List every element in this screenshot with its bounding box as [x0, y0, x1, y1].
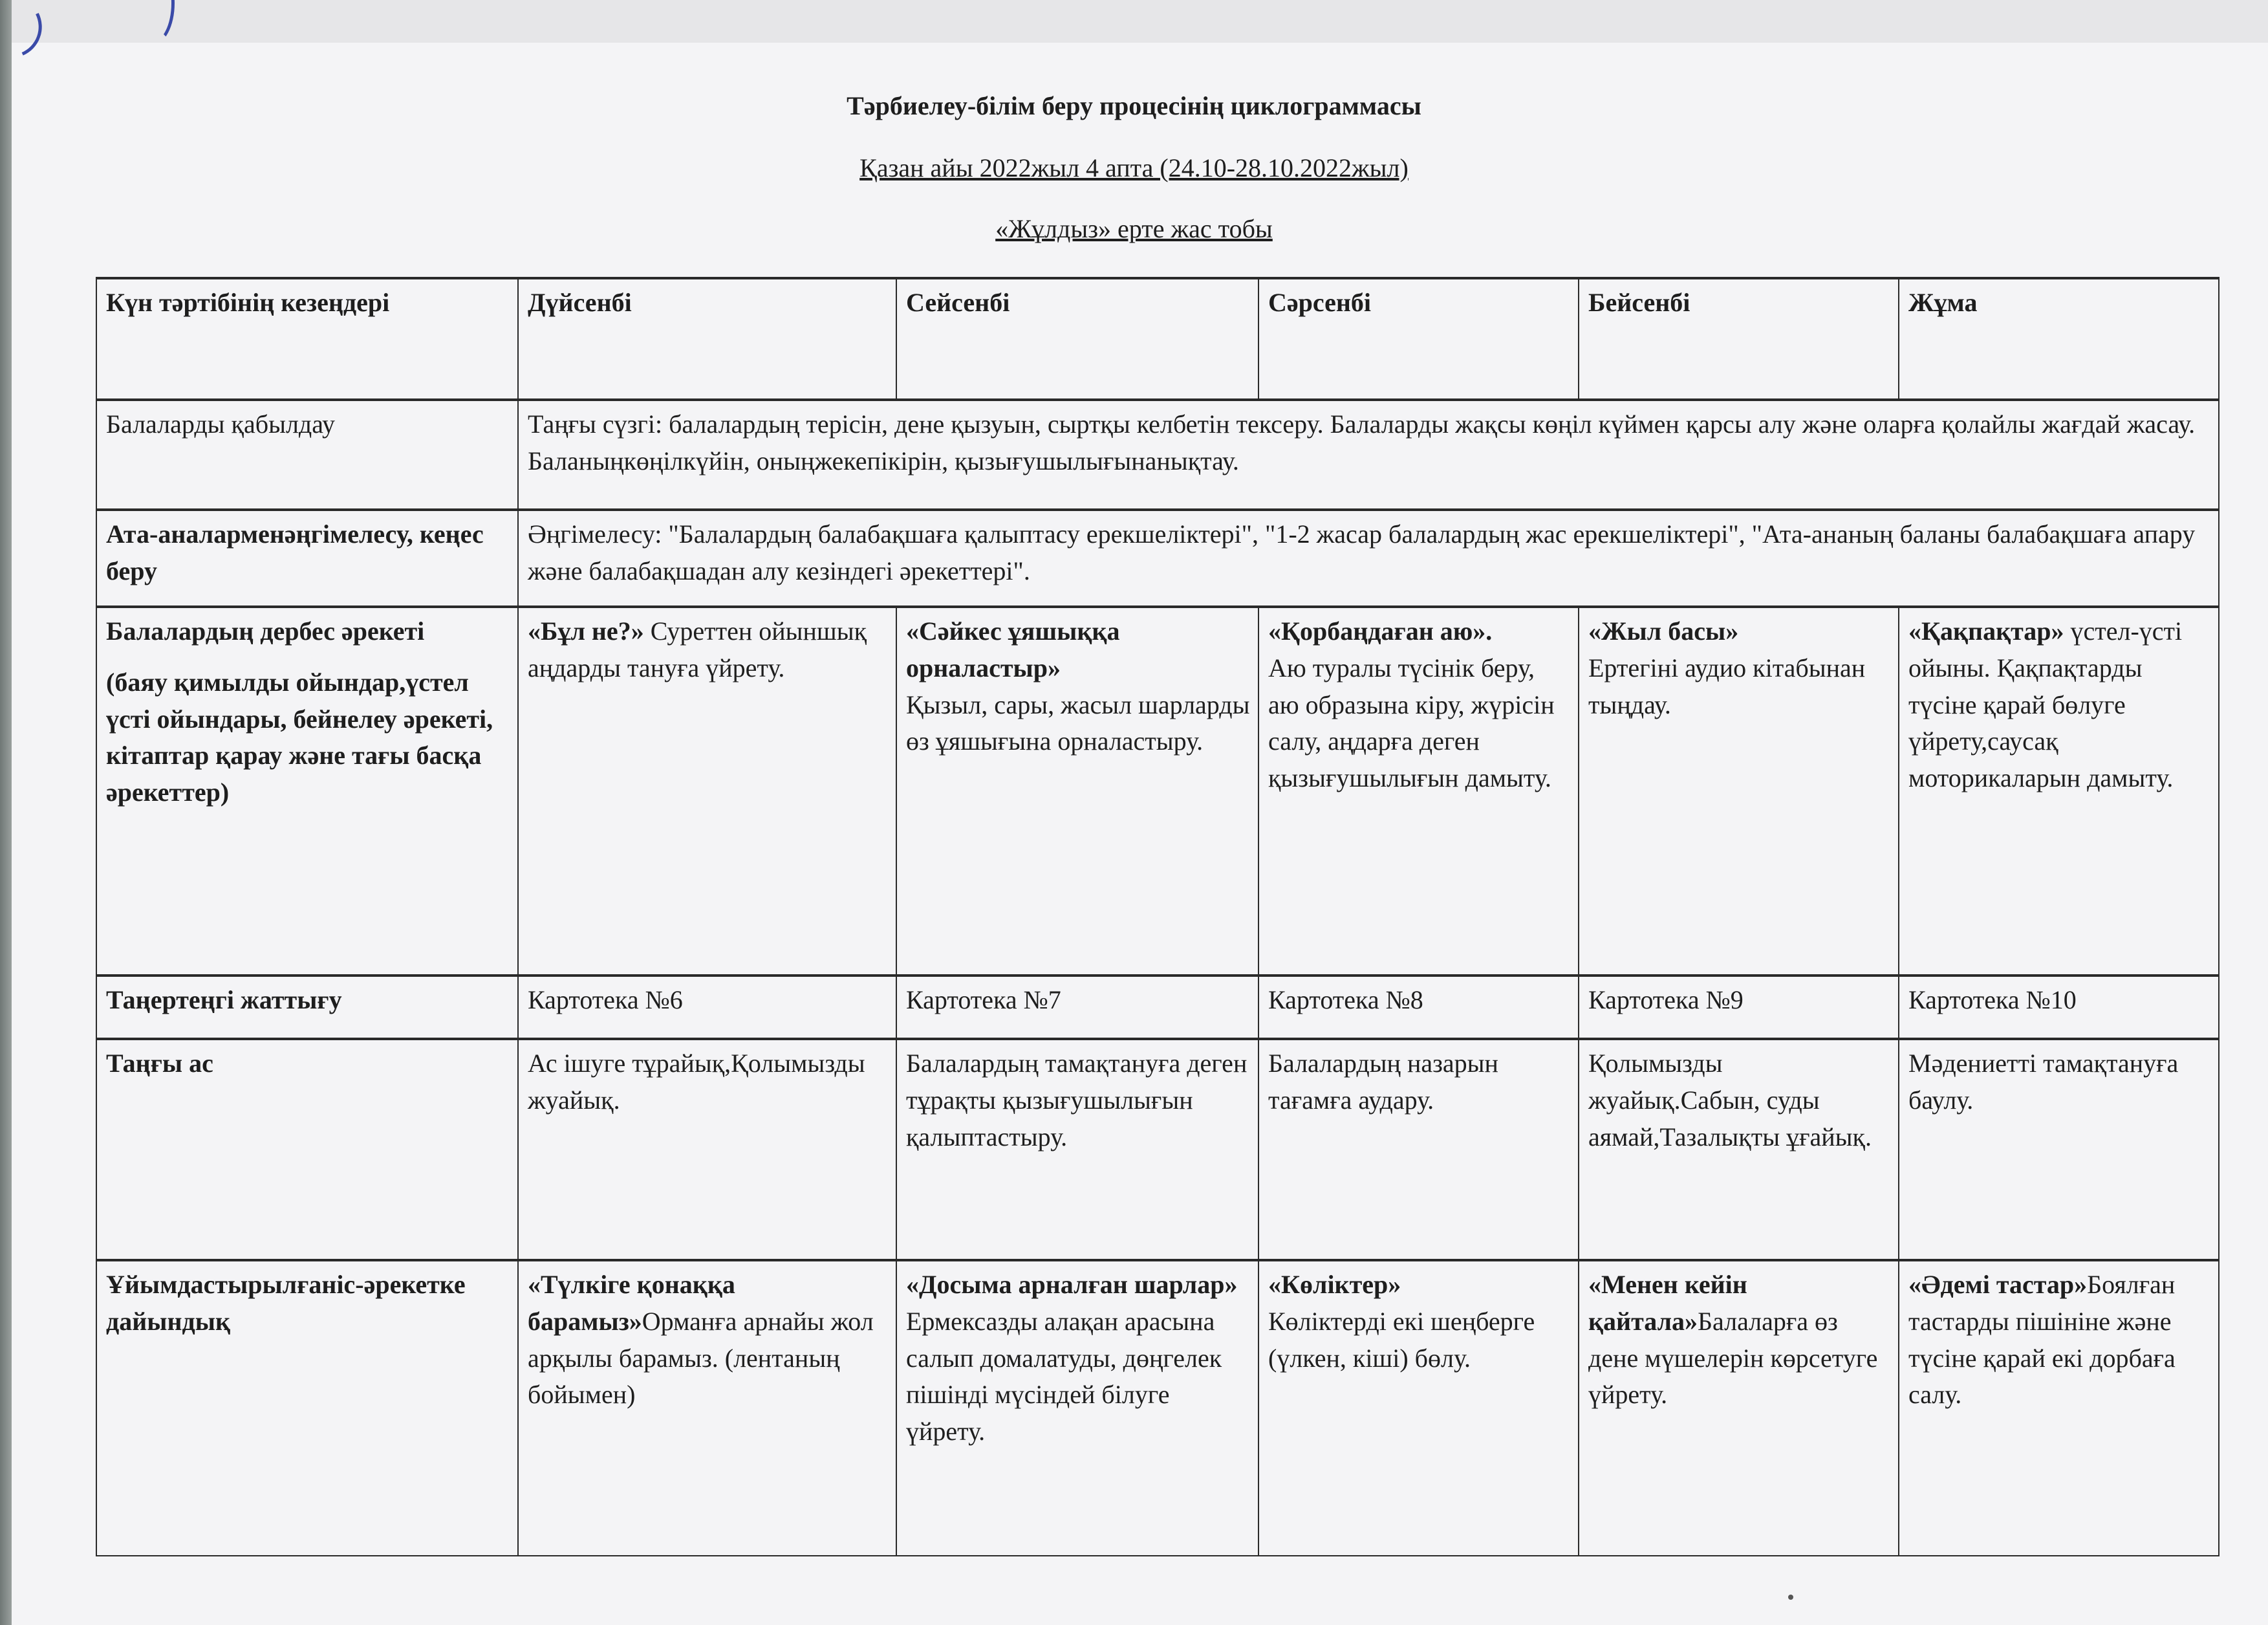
activity-text: Орманға арнайы жол арқылы барамыз. (лентаның бойымен): [528, 1306, 874, 1410]
table-row-organized-activity-prep: [96, 1260, 2219, 1556]
scan-speck: [1788, 1595, 1793, 1600]
day-cell-friday: [1899, 1260, 2219, 1556]
table-row-reception: [96, 400, 2219, 510]
header-monday: Дүйсенбі: [518, 278, 896, 400]
table-row-parents-talk: [96, 510, 2219, 607]
day-cell-monday: [518, 607, 896, 976]
activity-title: «Жыл басы»: [1588, 616, 1739, 646]
table-header-row: [96, 278, 2219, 400]
day-cell-wednesday: [1258, 1260, 1579, 1556]
day-cell-wednesday: Картотека №8: [1258, 976, 1579, 1039]
day-cell-wednesday: [1258, 607, 1579, 976]
parents-talk-text: Әңгімелесу: "Балалардың балабақшаға қалыптасу ерекшеліктері", "1-2 жасар балалардың жас ерекшеліктері", "Ата-ананың баланы балабақшаға апару және балабақшадан алу кезіндегі әрекеттері".: [518, 510, 2219, 607]
activity-text: Ермексазды алақан арасына салып домалатуды, дөңгелек пішінді мүсіндей білуге үйрету.: [906, 1306, 1222, 1446]
day-cell-wednesday: Балалардың назарын тағамға аудару.: [1258, 1039, 1579, 1260]
header-tuesday: Сейсенбі: [896, 278, 1258, 400]
day-cell-monday: Ас ішуге тұрайық,Қолымызды жуайық.: [518, 1039, 896, 1260]
activity-text: Суреттен ойыншық аңдарды тануға үйрету.: [528, 616, 867, 682]
day-cell-monday: [518, 1260, 896, 1556]
row-label: Балаларды қабылдау: [96, 400, 518, 510]
day-cell-thursday: Картотека №9: [1579, 976, 1899, 1039]
header-thursday: Бейсенбі: [1579, 278, 1899, 400]
row-label: Ата-аналарменәңгімелесу, кеңес беру: [96, 510, 518, 607]
day-cell-tuesday: Балалардың тамақтануға деген тұрақты қызығушылығын қалыптастыру.: [896, 1039, 1258, 1260]
day-cell-monday: Картотека №6: [518, 976, 896, 1039]
header-stages: Күн тәртібінің кезеңдері: [96, 278, 518, 400]
activity-title: «Түлкіге қонаққа барамыз»: [528, 1270, 735, 1336]
day-cell-thursday: [1579, 607, 1899, 976]
document-period: Қазан айы 2022жыл 4 апта (24.10-28.10.2022жыл): [859, 153, 1409, 182]
activity-title: «Әдемі тастар»: [1908, 1270, 2088, 1299]
row-label: Ұйымдастырылғаніс-әрекетке дайындық: [96, 1260, 518, 1556]
cyclogram-table: [96, 277, 2219, 1556]
row-label-note: (баяу қимылды ойындар,үстел үсті ойындары, бейнелеу әрекеті, кітаптар қарау және тағы басқа әрекеттер): [106, 667, 493, 807]
table-row-morning-exercise: [96, 976, 2219, 1039]
day-cell-friday: Картотека №10: [1899, 976, 2219, 1039]
activity-title: «Досыма арналған шарлар»: [906, 1270, 1238, 1299]
day-cell-thursday: Қолымызды жуайық.Сабын, суды аямай,Тазалықты ұғайық.: [1579, 1039, 1899, 1260]
row-label: Таңғы ас: [96, 1039, 518, 1260]
activity-title: «Бұл не?»: [528, 616, 644, 646]
activity-text: Ертегіні аудио кітабынан тыңдау.: [1588, 653, 1866, 719]
row-label: [96, 607, 518, 976]
activity-text: үстел-үсті ойыны. Қақпақтарды түсіне қарай бөлуге үйрету,саусақ моторикаларын дамыту.: [1908, 616, 2183, 793]
document-title: Тәрбиелеу-білім беру процесінің циклограммасы: [847, 91, 1421, 120]
day-cell-thursday: [1579, 1260, 1899, 1556]
activity-title: «Қорбаңдаған аю».: [1268, 616, 1493, 646]
table-row-independent-activity: [96, 607, 2219, 976]
activity-title: «Сәйкес ұяшыққа орналастыр»: [906, 616, 1120, 682]
day-cell-tuesday: [896, 1260, 1258, 1556]
activity-title: «Қақпақтар»: [1908, 616, 2064, 646]
header-friday: Жұма: [1899, 278, 2219, 400]
activity-text: Аю туралы түсінік беру, аю образына кіру, жүрісін салу, аңдарға деген қызығушылығын дамыту.: [1268, 653, 1555, 793]
activity-title: «Менен кейін қайтала»: [1588, 1270, 1747, 1336]
header-wednesday: Сәрсенбі: [1258, 278, 1579, 400]
day-cell-friday: Мәдениетті тамақтануға баулу.: [1899, 1039, 2219, 1260]
scan-top-shadow: [0, 0, 2268, 43]
activity-text: Боялған тастарды пішініне және түсіне қарай екі дорбаға салу.: [1908, 1270, 2176, 1410]
row-label: Таңертеңгі жаттығу: [96, 976, 518, 1039]
day-cell-tuesday: Картотека №7: [896, 976, 1258, 1039]
day-cell-friday: [1899, 607, 2219, 976]
group-name: «Жұлдыз» ерте жас тобы: [995, 214, 1273, 243]
day-cell-tuesday: [896, 607, 1258, 976]
row-label-main: Балалардың дербес әрекеті: [106, 616, 425, 646]
activity-text: Көліктерді екі шеңберге (үлкен, кіші) бөлу.: [1268, 1306, 1535, 1373]
reception-text: Таңғы сүзгі: балалардың терісін, дене қызуын, сыртқы келбетін тексеру. Балаларды жақсы көңіл күймен қарсы алу және оларға қолайлы жағдай жасау. Баланыңкөңілкүйін, оныңжекепікірін, қызығушылығынанықтау.: [518, 400, 2219, 510]
activity-text: Қызыл, сары, жасыл шарларды өз ұяшығына орналастыру.: [906, 690, 1250, 756]
activity-title: «Көліктер»: [1268, 1270, 1401, 1299]
activity-text: Балаларға өз дене мүшелерін көрсетуге үйрету.: [1588, 1306, 1878, 1410]
table-row-breakfast: [96, 1039, 2219, 1260]
